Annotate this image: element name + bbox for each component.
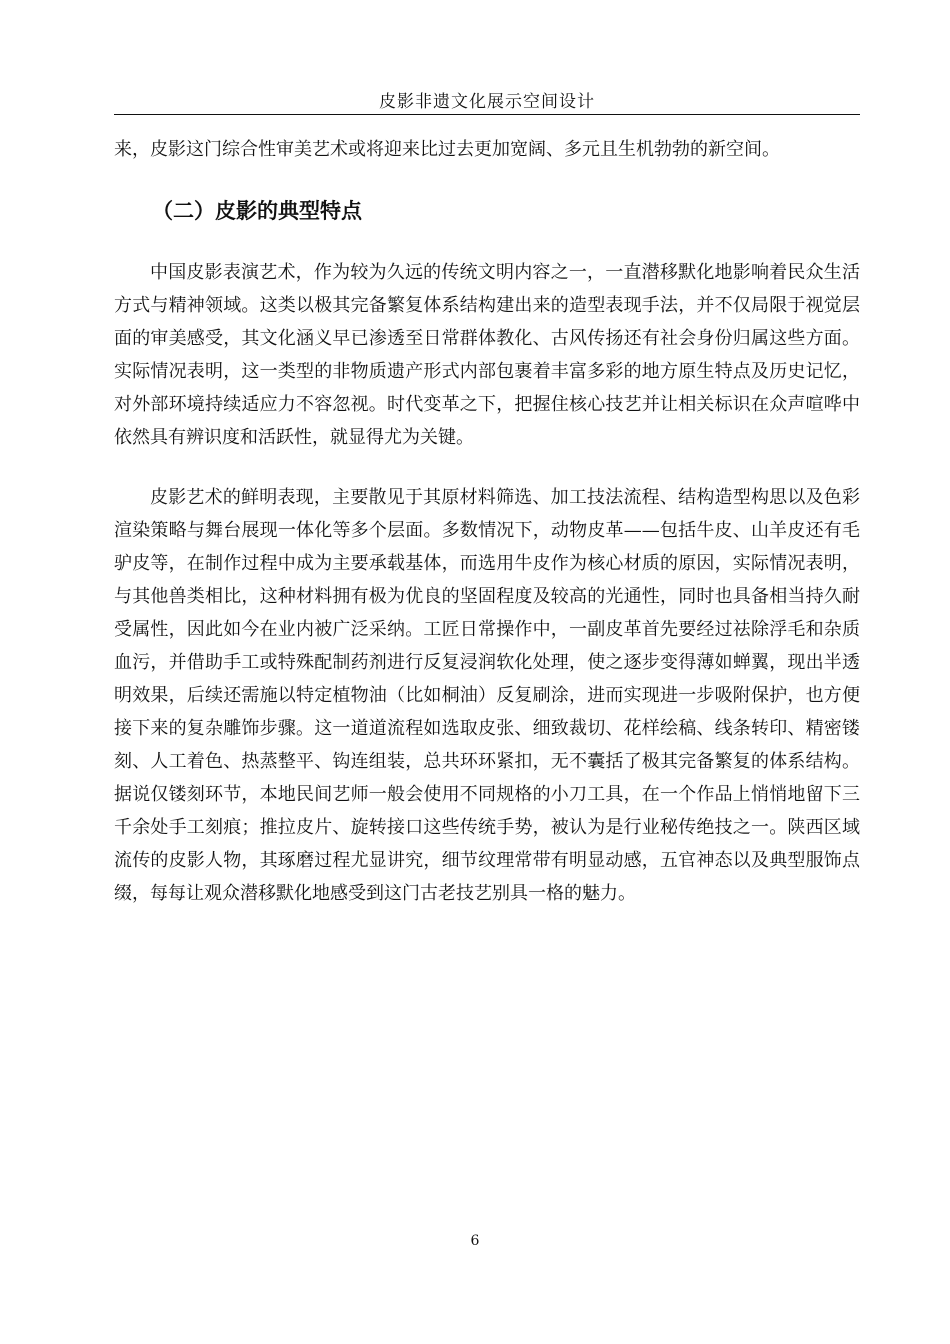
body-paragraph-1: 中国皮影表演艺术，作为较为久远的传统文明内容之一，一直潜移默化地影响着民众生活方式与精神领域。这类以极其完备繁复体系结构建出来的造型表现手法，并不仅局限于视觉层面的审美感受，其文化涵义早已渗透至日常群体教化、古风传扬还有社会身份归属这些方面。实际情况表明，这一类型的非物质遗产形式内部包裹着丰富多彩的地方原生特点及历史记忆，对外部环境持续适应力不容忽视。时代变革之下，把握住核心技艺并让相关标识在众声喧哗中依然具有辨识度和活跃性，就显得尤为关键。: [114, 262, 860, 448]
page-number: 6: [470, 1233, 480, 1249]
body-paragraph-2: 皮影艺术的鲜明表现，主要散见于其原材料筛选、加工技法流程、结构造型构思以及色彩渲染策略与舞台展现一体化等多个层面。多数情况下，动物皮革——包括牛皮、山羊皮还有毛驴皮等，在制作过程中成为主要承载基体，而选用牛皮作为核心材质的原因，实际情况表明，与其他兽类相比，这种材料拥有极为优良的坚固程度及较高的光通性，同时也具备相当持久耐受属性，因此如今在业内被广泛采纳。工匠日常操作中，一副皮革首先要经过祛除浮毛和杂质血污，并借助手工或特殊配制药剂进行反复浸润软化处理，使之逐步变得薄如蝉翼，现出半透明效果，后续还需施以特定植物油（比如桐油）反复刷涂，进而实现进一步吸附保护，也方便接下来的复杂雕饰步骤。这一道道流程如选取皮张、细致裁切、花样绘稿、线条转印、精密镂刻、人工着色、热蒸整平、钩连组装，总共环环紧扣，无不囊括了极其完备繁复的体系结构。据说仅镂刻环节，本地民间艺师一般会使用不同规格的小刀工具，在一个作品上悄悄地留下三千余处手工刻痕；推拉皮片、旋转接口这些传统手势，被认为是行业秘传绝技之一。陕西区域流传的皮影人物，其琢磨过程尤显讲究，细节纹理常带有明显动感，五官神态以及典型服饰点缀，每每让观众潜移默化地感受到这门古老技艺别具一格的魅力。: [114, 487, 860, 904]
continued-paragraph-line: 来，皮影这门综合性审美艺术或将迎来比过去更加宽阔、多元且生机勃勃的新空间。: [114, 139, 780, 160]
header-divider: [114, 114, 860, 115]
running-header-title: 皮影非遗文化展示空间设计: [379, 92, 595, 112]
section-heading: （二）皮影的典型特点: [152, 199, 362, 223]
